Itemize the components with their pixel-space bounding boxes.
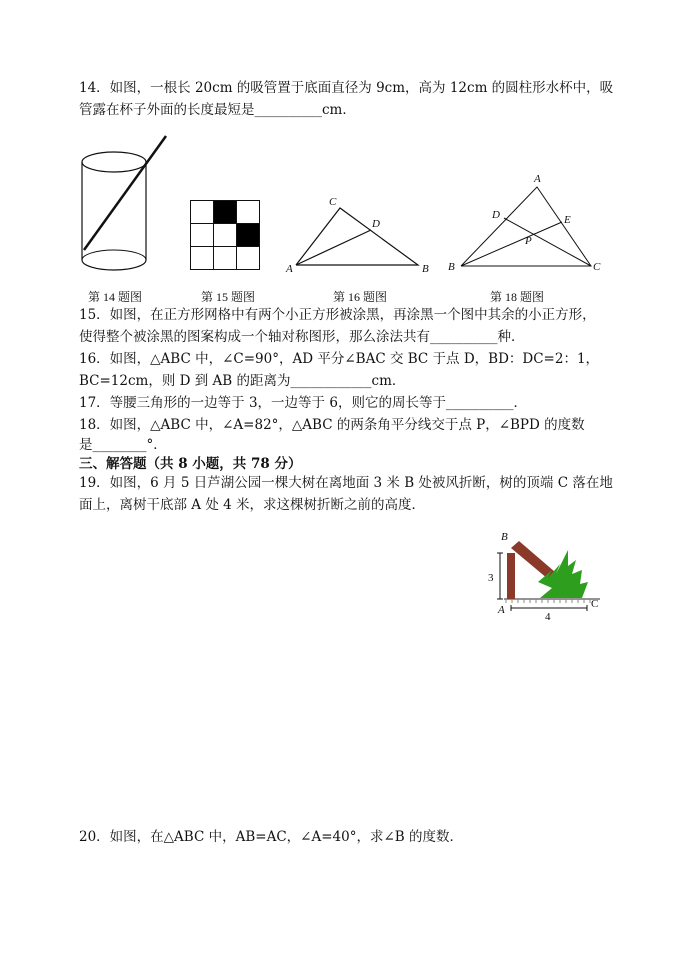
- label-d: D: [372, 218, 380, 230]
- q20-line1: 20．如图，在△ABC 中，AB=AC，∠A=40°，求∠B 的度数．: [79, 829, 463, 845]
- caption-fig14: 第 14 题图: [88, 290, 143, 304]
- label-a: A: [498, 604, 505, 616]
- label-base: 4: [545, 611, 551, 623]
- q17-line1: 17．等腰三角形的一边等于 3，一边等于 6，则它的周长等于__________．: [79, 395, 527, 411]
- q15-line1: 15．如图，在正方形网格中有两个小正方形被涂黑，再涂黑一个图中其余的小正方形，: [79, 307, 596, 323]
- q18-line2: 是________°．: [79, 437, 167, 453]
- label-b: B: [448, 261, 455, 273]
- q14-line1: 14．如图，一根长 20cm 的吸管置于底面直径为 9cm，高为 12cm 的圆柱形水杯中，吸: [79, 80, 614, 96]
- q19-line2: 面上，离树干底部 A 处 4 米，求这棵树折断之前的高度．: [79, 497, 426, 513]
- q16-line2: BC=12cm，则 D 到 AB 的距离为____________cm．: [79, 373, 406, 389]
- label-c: C: [591, 598, 599, 610]
- label-c: C: [593, 261, 601, 273]
- q14-line2: 管露在杯子外面的长度最短是__________cm．: [79, 102, 356, 118]
- q16-line1: 16．如图，△ABC 中，∠C=90°，AD 平分∠BAC 交 BC 于点 D，BD：DC=2：1，: [79, 351, 600, 367]
- grid-black-cell: [213, 200, 236, 223]
- label-p: P: [525, 235, 532, 247]
- label-b: B: [422, 263, 429, 275]
- q15-line2: 使得整个被涂黑的图案构成一个轴对称图形，那么涂法共有__________种．: [79, 329, 525, 345]
- triangle-abc-figure: [282, 192, 432, 282]
- section-title: 三、解答题（共 8 小题，共 78 分）: [79, 456, 302, 472]
- label-c: C: [329, 196, 337, 208]
- grid-figure: [190, 200, 260, 270]
- caption-fig18: 第 18 题图: [490, 290, 545, 304]
- caption-fig16: 第 16 题图: [333, 290, 388, 304]
- label-b: B: [501, 531, 508, 543]
- cylinder-figure: [76, 148, 176, 274]
- label-d: D: [492, 209, 500, 221]
- label-e: E: [564, 214, 571, 226]
- grid-black-cell: [237, 223, 260, 246]
- caption-fig15: 第 15 题图: [201, 290, 256, 304]
- q19-line1: 19．如图，6 月 5 日芦湖公园一棵大树在离地面 3 米 B 处被风折断，树的顶端 C 落在地: [79, 475, 613, 491]
- q18-line1: 18．如图，△ABC 中，∠A=82°，△ABC 的两条角平分线交于点 P，∠BPD 的度数: [79, 417, 585, 433]
- label-a: A: [286, 263, 293, 275]
- broken-tree-figure: [482, 526, 612, 626]
- label-a: A: [534, 173, 541, 185]
- triangle-bisector-figure: [445, 170, 605, 280]
- label-height: 3: [488, 572, 494, 584]
